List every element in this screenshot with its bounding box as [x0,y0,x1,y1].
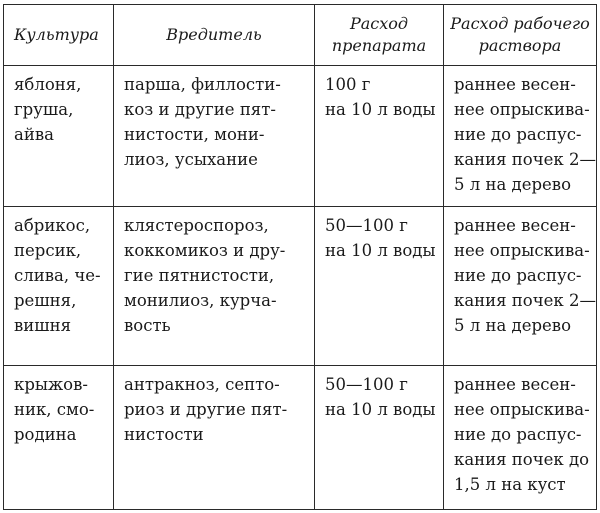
cell-solution: раннее весен- нее опрыскива- ние до распус- кания почек 2— 5 л на дерево [444,207,597,366]
header-row [4,5,597,66]
table-row [4,66,597,207]
header-crop: Культура [4,5,114,66]
cell-pest: парша, филлости- коз и другие пят- нистости, мони- лиоз, усыхание [114,66,315,207]
header-dose: Расход препарата [315,5,444,66]
pesticide-table [3,4,597,510]
cell-dose: 50—100 г на 10 л воды [315,366,444,510]
cell-pest: клястероспороз, коккомикоз и дру- гие пятнистости, монилиоз, курча- вость [114,207,315,366]
cell-dose: 50—100 г на 10 л воды [315,207,444,366]
header-pest: Вредитель [114,5,315,66]
table-row [4,366,597,510]
cell-crop: яблоня, груша, айва [4,66,114,207]
cell-dose: 100 г на 10 л воды [315,66,444,207]
cell-solution: раннее весен- нее опрыскива- ние до распус- кания почек до 1,5 л на куст [444,366,597,510]
header-solution: Расход рабочего раствора [444,5,597,66]
cell-pest: антракноз, септо- риоз и другие пят- нистости [114,366,315,510]
table-row [4,207,597,366]
cell-crop: крыжов- ник, смо- родина [4,366,114,510]
cell-crop: абрикос, персик, слива, че- решня, вишня [4,207,114,366]
cell-solution: раннее весен- нее опрыскива- ние до распус- кания почек 2— 5 л на дерево [444,66,597,207]
